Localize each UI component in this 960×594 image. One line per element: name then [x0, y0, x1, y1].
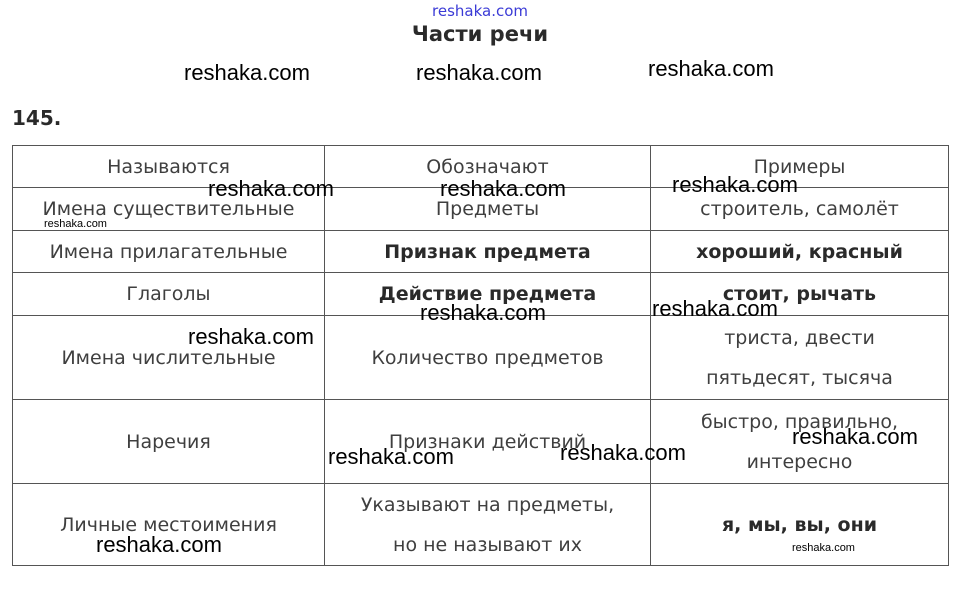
- table-cell: Имена прилагательные: [13, 231, 325, 273]
- watermark: reshaka.com: [648, 56, 774, 81]
- watermark: reshaka.com: [96, 532, 222, 557]
- exercise-number: 145.: [12, 106, 62, 130]
- table-cell: Глаголы: [13, 273, 325, 316]
- table-row: [13, 231, 949, 273]
- table-cell: стоит, рычать: [651, 273, 949, 316]
- cell-line: пятьдесят, тысяча: [706, 366, 893, 389]
- table-cell: Имена числительные: [13, 316, 325, 400]
- table-cell: я, мы, вы, они: [651, 484, 949, 566]
- table-cell: хороший, красный: [651, 231, 949, 273]
- header-cell: Примеры: [651, 146, 949, 188]
- watermark: reshaka.com: [208, 176, 334, 201]
- table-cell: Предметы: [325, 188, 651, 231]
- watermark: reshaka.com: [440, 176, 566, 201]
- parts-of-speech-table: [12, 145, 949, 566]
- watermark: reshaka.com: [560, 440, 686, 465]
- header-cell: Называются: [13, 146, 325, 188]
- watermark-small: reshaka.com: [792, 542, 855, 554]
- watermark: reshaka.com: [672, 172, 798, 197]
- table-cell: Имена существительные: [13, 188, 325, 231]
- cell-line: триста, двести: [724, 326, 875, 349]
- page-title: Части речи: [411, 22, 549, 46]
- watermark: reshaka.com: [792, 424, 918, 449]
- table-cell: Количество предметов: [325, 316, 651, 400]
- table-cell: Личные местоимения: [13, 484, 325, 566]
- watermark: reshaka.com: [188, 324, 314, 349]
- watermark-small: reshaka.com: [44, 218, 107, 230]
- table-row: [13, 316, 949, 400]
- watermark: reshaka.com: [652, 296, 778, 321]
- table-cell: Наречия: [13, 400, 325, 484]
- watermark: reshaka.com: [184, 60, 310, 85]
- table-cell: Действие предмета: [325, 273, 651, 316]
- header-cell: Обозначают: [325, 146, 651, 188]
- table-cell: [325, 484, 651, 566]
- watermark: reshaka.com: [420, 300, 546, 325]
- table-cell: Признак предмета: [325, 231, 651, 273]
- top-watermark: reshaka.com: [432, 2, 528, 20]
- watermark: reshaka.com: [416, 60, 542, 85]
- cell-line: Указывают на предметы,: [360, 493, 615, 516]
- table-cell: строитель, самолёт: [651, 188, 949, 231]
- table-cell: Признаки действий: [325, 400, 651, 484]
- cell-line: интересно: [746, 450, 853, 473]
- table-cell: [651, 316, 949, 400]
- cell-line: быстро, правильно,: [700, 410, 899, 433]
- cell-line: но не называют их: [393, 533, 582, 556]
- watermark: reshaka.com: [328, 444, 454, 469]
